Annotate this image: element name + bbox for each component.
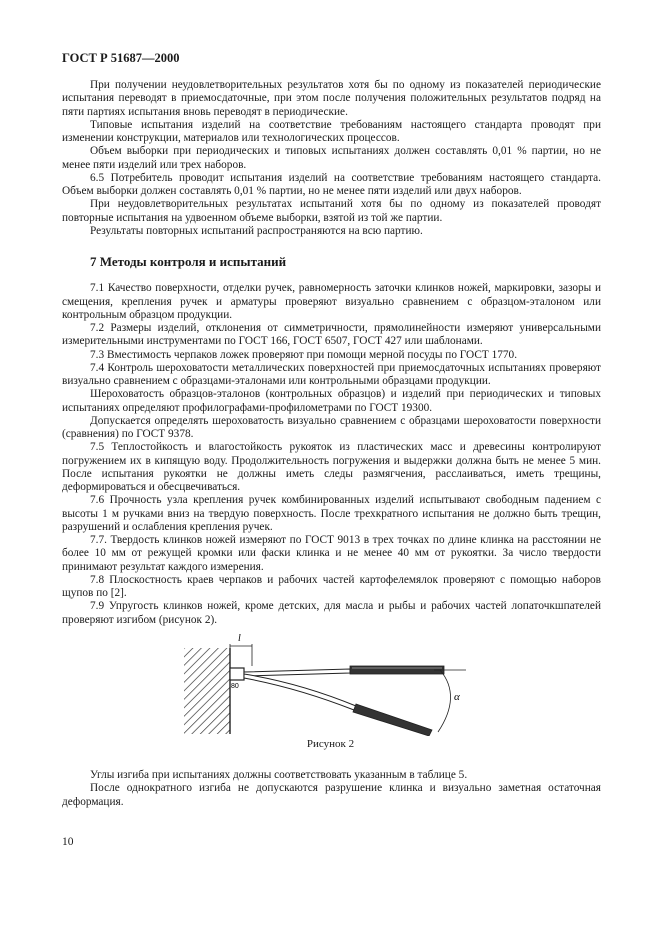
- clamp-label: 80: [231, 683, 239, 690]
- paragraph: Допускается определять шероховатость визуально сравнением с образцами шероховатости поверхности (сравнения) по ГОСТ 9378.: [62, 414, 601, 440]
- paragraph: 7.9 Упругость клинков ножей, кроме детских, для масла и рыбы и рабочих частей лопаточкшпателей проверяют изгибом (рисунок 2).: [62, 600, 601, 626]
- paragraph: После однократного изгиба не допускаются разрушение клинка и визуально заметная остаточная деформация.: [62, 782, 601, 808]
- angle-arc: [438, 670, 451, 732]
- section-heading: 7 Методы контроля и испытаний: [90, 254, 287, 269]
- paragraph: 7.2 Размеры изделий, отклонения от симметричности, прямолинейности измеряют универсальными измерительными инструментами по ГОСТ 166, ГОСТ 6507, ГОСТ 427 или шаблонами.: [62, 322, 601, 348]
- paragraph: Углы изгиба при испытаниях должны соответствовать указанным в таблице 5.: [90, 769, 468, 781]
- paragraph: 7.7. Твердость клинков ножей измеряют по ГОСТ 9013 в трех точках по длине клинка на расстоянии не более 10 мм от режущей кромки или фаски клинка и не менее 40 мм от рукоятки. За число твердости принимают результат каждого измерения.: [62, 534, 601, 573]
- angle-label: α: [454, 691, 460, 703]
- page-number: 10: [62, 836, 74, 848]
- knife-straight: [244, 666, 444, 676]
- paragraph: 7.3 Вместимость черпаков ложек проверяют при помощи мерной посуды по ГОСТ 1770.: [90, 348, 518, 361]
- main-text: [62, 79, 601, 627]
- vise-wall: [184, 648, 230, 734]
- document-header: ГОСТ Р 51687—2000: [62, 51, 180, 65]
- paragraph: 7.4 Контроль шероховатости металлических поверхностей при приемосдаточных испытаниях проверяют визуально сравнением с образцами-эталонами или контрольными образцами продукции.: [62, 361, 601, 387]
- figure-2-bend-test-diagram: [170, 628, 480, 736]
- paragraph: 7.6 Прочность узла крепления ручек комбинированных изделий испытывают свободным падением с высоты 1 м ручками вниз на твердую поверхность. После трехкратного испытания не должно быть трещин, разрушений и ослабления крепления ручек.: [62, 494, 601, 533]
- closing-text: [62, 769, 601, 809]
- length-label: l: [238, 633, 241, 644]
- paragraph: 7.1 Качество поверхности, отделки ручек, равномерность заточки клинков ножей, маркировки, зазоры и смещения, крепления ручек и арматуры проверяют визуально сравнением с образцом-эталоном или контрольным образцом продукции.: [62, 282, 601, 321]
- paragraph: При получении неудовлетворительных результатов хотя бы по одному из показателей периодические испытания переводят в приемосдаточные, при этом после получения положительных результатов подряд на пяти партиях испытания вновь переводят в периодические.: [62, 79, 601, 118]
- paragraph: 7.8 Плоскостность краев черпаков и рабочих частей картофелемялок проверяют с помощью наборов щупов по [2].: [62, 573, 601, 599]
- paragraph: Результаты повторных испытаний распространяются на всю партию.: [90, 224, 423, 237]
- paragraph: 6.5 Потребитель проводит испытания изделий на соответствие требованиям настоящего стандарта. Объем выборки должен составлять 0,01 % партии, но не менее пяти изделий или двух наборов.: [62, 171, 601, 197]
- figure-caption: Рисунок 2: [306, 738, 355, 750]
- knife-bent: [244, 674, 432, 736]
- paragraph: Типовые испытания изделий на соответствие требованиям настоящего стандарта проводят при изменении конструкции, материалов или технологических процессов.: [62, 118, 601, 144]
- paragraph: Объем выборки при периодических и типовых испытаниях должен составлять 0,01 % партии, но не менее пяти изделий или трех наборов.: [62, 145, 601, 171]
- paragraph: Шероховатость образцов-эталонов (контрольных образцов) и изделий при периодических и типовых испытаниях определяют профилографами-профилометрами по ГОСТ 19300.: [62, 388, 601, 414]
- paragraph: При неудовлетворительных результатах испытаний хотя бы по одному из показателей проводят повторные испытания на удвоенном объеме выборки, взятой из той же партии.: [62, 198, 601, 224]
- paragraph: 7.5 Теплостойкость и влагостойкость рукояток из пластических масс и древесины контролируют погружением их в кипящую воду. Продолжительность погружения и выдержки должна быть не менее 5 мин. После испытания рукоятки не должны иметь следы размягчения, расслаиваться, иметь трещины, деформироваться и обесцвечиваться.: [62, 441, 601, 493]
- clamp-block: [230, 668, 244, 680]
